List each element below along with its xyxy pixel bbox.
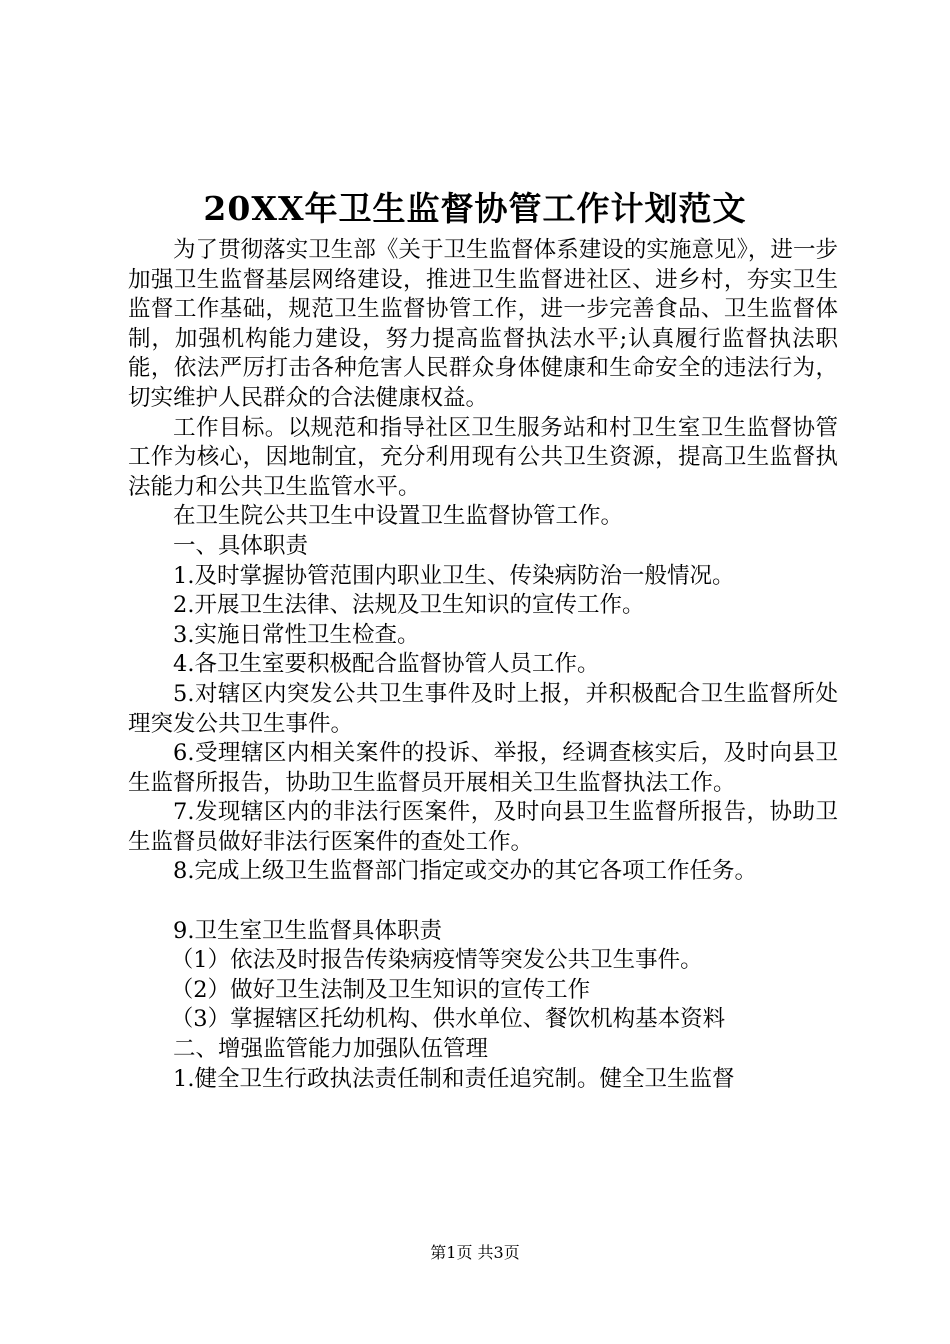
paragraph-goal: 工作目标。以规范和指导社区卫生服务站和村卫生室卫生监督协管工作为核心，因地制宜，充分利用现有公共卫生资源，提高卫生监督执法能力和公共卫生监管水平。 xyxy=(128,414,838,500)
list-item-4: 4.各卫生室要积极配合监督协管人员工作。 xyxy=(173,651,600,678)
list-item-3: 3.实施日常性卫生检查。 xyxy=(173,621,420,648)
document-title: 20XX年卫生监督协管工作计划范文 xyxy=(203,189,747,228)
list-item-2: 2.开展卫生法律、法规及卫生知识的宣传工作。 xyxy=(173,592,645,619)
sub-item-3: （3）掌握辖区托幼机构、供水单位、餐饮机构基本资料 xyxy=(170,1006,726,1033)
page-number: 第1页 共3页 xyxy=(430,1243,520,1262)
list-item-9: 9.卫生室卫生监督具体职责 xyxy=(173,917,442,944)
list-item-1: 1.及时掌握协管范围内职业卫生、传染病防治一般情况。 xyxy=(173,562,735,589)
list-item-2-1: 1.健全卫生行政执法责任制和责任追究制。健全卫生监督 xyxy=(173,1065,735,1092)
section-heading-1: 一、具体职责 xyxy=(173,532,309,559)
list-item-8: 8.完成上级卫生监督部门指定或交办的其它各项工作任务。 xyxy=(173,858,757,885)
document-body xyxy=(128,236,838,1094)
blank-line xyxy=(128,887,838,917)
paragraph-setup: 在卫生院公共卫生中设置卫生监督协管工作。 xyxy=(173,503,624,530)
list-item-6: 6.受理辖区内相关案件的投诉、举报，经调查核实后，及时向县卫生监督所报告，协助卫生监督员开展相关卫生监督执法工作。 xyxy=(128,740,838,796)
section-heading-2: 二、增强监管能力加强队伍管理 xyxy=(173,1036,489,1063)
list-item-5: 5.对辖区内突发公共卫生事件及时上报，并积极配合卫生监督所处理突发公共卫生事件。 xyxy=(128,680,838,737)
sub-item-2: （2）做好卫生法制及卫生知识的宣传工作 xyxy=(170,976,591,1003)
paragraph-intro: 为了贯彻落实卫生部《关于卫生监督体系建设的实施意见》，进一步加强卫生监督基层网络建设，推进卫生监督进社区、进乡村，夯实卫生监督工作基础，规范卫生监督协管工作，进一步完善食品、卫生监督体制，加强机构能力建设，努力提高监督执法水平;认真履行监督执法职能，依法严厉打击各种危害人民群众身体健康和生命安全的违法行为，切实维护人民群众的合法健康权益。 xyxy=(128,237,838,411)
sub-item-1: （1）依法及时报告传染病疫情等突发公共卫生事件。 xyxy=(170,947,703,974)
list-item-7: 7.发现辖区内的非法行医案件，及时向县卫生监督所报告，协助卫生监督员做好非法行医案件的查处工作。 xyxy=(128,799,838,855)
